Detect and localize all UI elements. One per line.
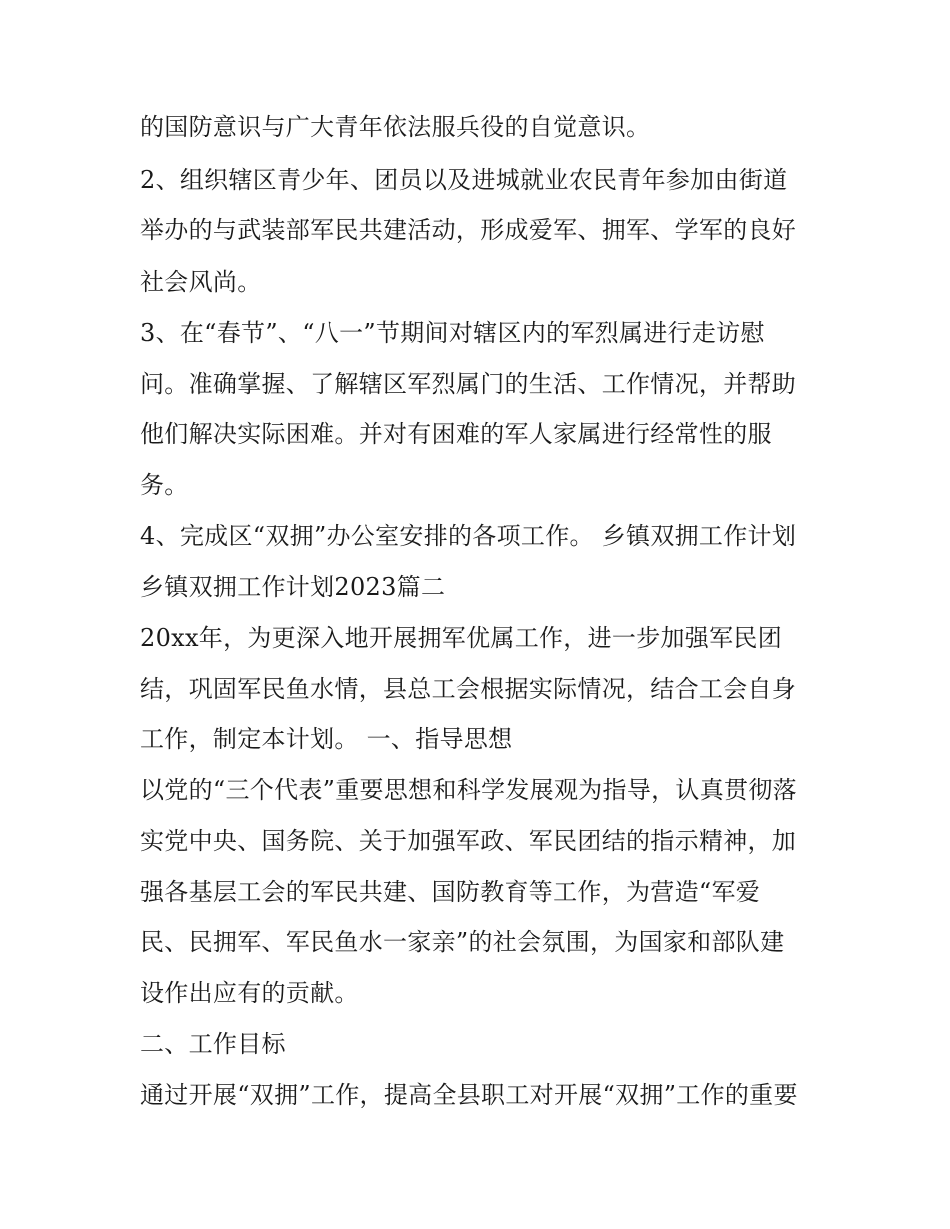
text-line: 的国防意识与广大青年依法服兵役的自觉意识。 xyxy=(140,113,651,141)
text-line: 他们解决实际困难。并对有困难的军人家属进行经常性的服 xyxy=(140,420,772,448)
section-heading: 二、工作目标 xyxy=(140,1030,286,1058)
text-line: 工作，制定本计划。 一、指导思想 xyxy=(140,725,513,753)
text-line: 强各基层工会的军民共建、国防教育等工作，为营造“军爱 xyxy=(140,878,761,906)
text-line: 实党中央、国务院、关于加强军政、军民团结的指示精神，加 xyxy=(140,827,797,855)
text-line: 举办的与武装部军民共建活动，形成爱军、拥军、学军的良好 xyxy=(140,216,797,244)
text-line: 务。 xyxy=(140,471,189,499)
text-line: 2、组织辖区青少年、团员以及进城就业农民青年参加由街道 xyxy=(140,166,788,194)
text-line: 社会风尚。 xyxy=(140,268,262,296)
text-line: 民、民拥军、军民鱼水一家亲”的社会氛围，为国家和部队建 xyxy=(140,928,785,956)
text-line: 乡镇双拥工作计划2023篇二 xyxy=(140,573,446,601)
text-line: 通过开展“双拥”工作，提高全县职工对开展“双拥”工作的重要 xyxy=(140,1081,798,1109)
text-line: 结，巩固军民鱼水情，县总工会根据实际情况，结合工会自身 xyxy=(140,675,797,703)
text-line: 3、在“春节”、“八一”节期间对辖区内的军烈属进行走访慰 xyxy=(140,319,765,347)
text-line: 设作出应有的贡献。 xyxy=(140,979,359,1007)
text-line: 以党的“三个代表”重要思想和科学发展观为指导，认真贯彻落 xyxy=(140,776,797,804)
text-line: 问。准确掌握、了解辖区军烈属门的生活、工作情况，并帮助 xyxy=(140,370,797,398)
text-line: 4、完成区“双拥”办公室安排的各项工作。 乡镇双拥工作计划 xyxy=(140,522,797,550)
text-line: 20xx年，为更深入地开展拥军优属工作，进一步加强军民团 xyxy=(140,624,783,652)
